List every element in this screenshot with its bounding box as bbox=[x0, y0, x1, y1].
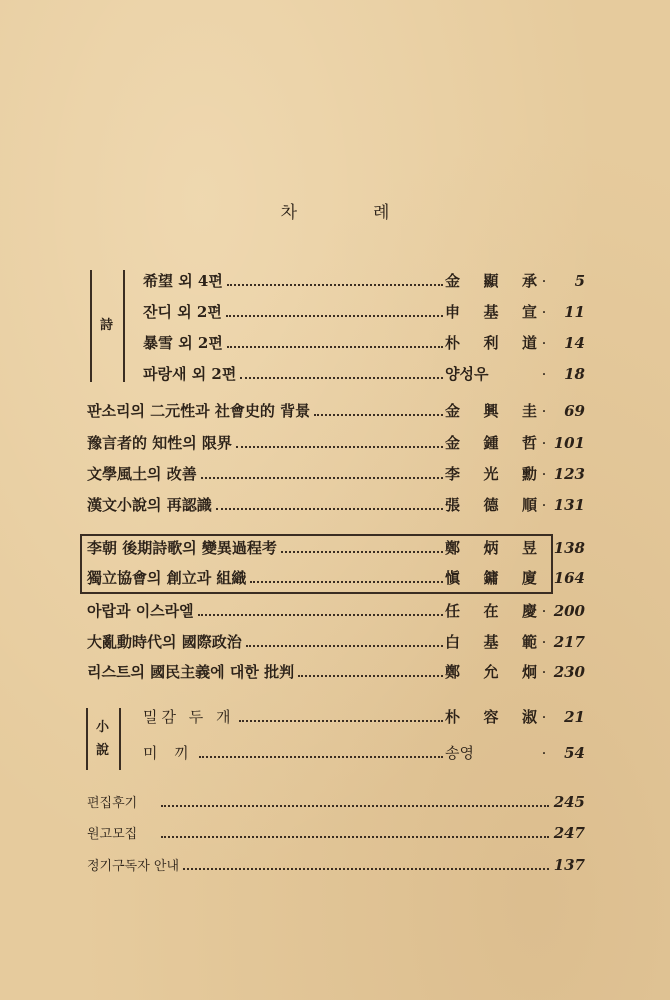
leader-dots bbox=[216, 508, 443, 510]
entry-page: 131 bbox=[553, 496, 585, 514]
entry-page: 54 bbox=[564, 744, 585, 762]
leader-dots bbox=[227, 284, 443, 286]
entry-title: 리스트의 國民主義에 대한 批判 bbox=[87, 663, 295, 681]
leader-dots bbox=[240, 377, 443, 379]
leader-dots bbox=[201, 477, 443, 479]
toc-entry[interactable] bbox=[143, 270, 585, 292]
leader-dots bbox=[227, 346, 443, 348]
separator: · bbox=[541, 633, 547, 651]
box-top-border bbox=[80, 534, 553, 536]
entry-page: 14 bbox=[564, 334, 585, 352]
toc-entry[interactable] bbox=[143, 742, 585, 764]
entry-title: 獨立協會의 創立과 組織 bbox=[87, 569, 247, 587]
box-bottom-border bbox=[80, 592, 553, 594]
leader-dots bbox=[250, 581, 443, 583]
separator: · bbox=[541, 402, 547, 420]
fiction-bracket-left bbox=[86, 708, 88, 770]
toc-entry[interactable] bbox=[87, 823, 585, 845]
separator: · bbox=[541, 303, 547, 321]
entry-page: 200 bbox=[553, 602, 585, 620]
entry-page: 21 bbox=[564, 708, 585, 726]
leader-dots bbox=[199, 756, 443, 758]
toc-entry[interactable] bbox=[87, 855, 585, 877]
entry-title: 정기구독자 안내 bbox=[87, 859, 180, 874]
page-title bbox=[0, 198, 670, 223]
toc-entry[interactable] bbox=[143, 301, 585, 323]
entry-title: 파랑새 외 2편 bbox=[143, 365, 237, 383]
toc-entry[interactable] bbox=[87, 600, 585, 622]
entry-author: 愼鏞廈 bbox=[445, 569, 537, 587]
entry-page: 11 bbox=[564, 303, 585, 321]
entry-title: 豫言者的 知性의 限界 bbox=[87, 434, 232, 452]
toc-entry[interactable] bbox=[87, 537, 585, 559]
entry-title: 잔디 외 2편 bbox=[143, 303, 222, 321]
separator: · bbox=[541, 708, 547, 726]
toc-entry[interactable] bbox=[143, 363, 585, 385]
entry-page: 5 bbox=[574, 272, 585, 290]
leader-dots bbox=[226, 315, 443, 317]
leader-dots bbox=[314, 414, 443, 416]
entry-title: 大亂動時代의 國際政治 bbox=[87, 633, 242, 651]
leader-dots bbox=[236, 446, 443, 448]
toc-entry[interactable] bbox=[87, 494, 585, 516]
separator: · bbox=[541, 272, 547, 290]
separator: · bbox=[541, 465, 547, 483]
separator: · bbox=[541, 663, 547, 681]
entry-author: 金顯承 bbox=[445, 272, 537, 290]
entry-title: 원고모집 bbox=[87, 827, 138, 842]
toc-entry[interactable] bbox=[87, 631, 585, 653]
toc-entry[interactable] bbox=[87, 792, 585, 814]
entry-author: 金鍾哲 bbox=[445, 434, 537, 452]
entry-author: 朴利道 bbox=[445, 334, 537, 352]
entry-page: 123 bbox=[553, 465, 585, 483]
leader-dots bbox=[246, 645, 443, 647]
separator: · bbox=[541, 496, 547, 514]
entry-author: 申基宣 bbox=[445, 303, 537, 321]
toc-entry[interactable] bbox=[87, 400, 585, 422]
leader-dots bbox=[161, 836, 549, 838]
fiction-bracket-right bbox=[119, 708, 121, 770]
leader-dots bbox=[161, 805, 549, 807]
entry-page: 137 bbox=[553, 856, 585, 874]
fiction-label-2: 說 bbox=[96, 743, 110, 758]
entry-page: 230 bbox=[553, 663, 585, 681]
entry-page: 138 bbox=[553, 539, 585, 557]
entry-author: 白基範 bbox=[445, 633, 537, 651]
separator: · bbox=[541, 334, 547, 352]
entry-page: 217 bbox=[553, 633, 585, 651]
toc-entry[interactable] bbox=[143, 332, 585, 354]
entry-author: 任在慶 bbox=[445, 602, 537, 620]
leader-dots bbox=[239, 720, 444, 722]
entry-title: 판소리의 二元性과 社會史的 背景 bbox=[87, 402, 311, 420]
entry-author: 鄭炳昱 bbox=[445, 539, 537, 557]
leader-dots bbox=[298, 675, 443, 677]
entry-page: 69 bbox=[564, 402, 585, 420]
entry-title: 暴雪 외 2편 bbox=[143, 334, 223, 352]
fiction-label-1: 小 bbox=[96, 720, 110, 735]
entry-author: 李光勳 bbox=[445, 465, 537, 483]
entry-page: 245 bbox=[553, 793, 585, 811]
title-char: 례 bbox=[373, 203, 390, 223]
entry-page: 18 bbox=[564, 365, 585, 383]
leader-dots bbox=[281, 551, 443, 553]
entry-author: 양성우 bbox=[445, 365, 489, 383]
entry-author: 鄭允炯 bbox=[445, 663, 537, 681]
entry-author: 張德順 bbox=[445, 496, 537, 514]
entry-title: 李朝 後期詩歌의 變異過程考 bbox=[87, 539, 277, 557]
entry-author: 朴容淑 bbox=[445, 708, 537, 726]
entry-page: 101 bbox=[553, 434, 585, 452]
entry-author: 金興圭 bbox=[445, 402, 537, 420]
entry-title: 밀감 두 개 bbox=[143, 708, 235, 726]
separator: · bbox=[541, 365, 547, 383]
entry-title: 希望 외 4편 bbox=[143, 272, 223, 290]
separator: · bbox=[541, 602, 547, 620]
entry-page: 247 bbox=[553, 824, 585, 842]
entry-page: 164 bbox=[553, 569, 585, 587]
poetry-label: 詩 bbox=[100, 318, 114, 333]
box-left-border bbox=[80, 534, 82, 594]
entry-title: 미 끼 bbox=[143, 744, 195, 762]
entry-title: 文學風土의 改善 bbox=[87, 465, 197, 483]
entry-title: 漢文小說의 再認識 bbox=[87, 496, 212, 514]
toc-entry[interactable] bbox=[87, 567, 585, 589]
toc-entry[interactable] bbox=[87, 432, 585, 454]
entry-title: 아랍과 이스라엘 bbox=[87, 602, 194, 620]
leader-dots bbox=[198, 614, 443, 616]
toc-entry[interactable] bbox=[87, 661, 585, 683]
leader-dots bbox=[183, 868, 549, 870]
poetry-bracket-left bbox=[90, 270, 92, 382]
separator: · bbox=[541, 744, 547, 762]
poetry-bracket-right bbox=[123, 270, 125, 382]
toc-entry[interactable] bbox=[87, 463, 585, 485]
toc-entry[interactable] bbox=[143, 706, 585, 728]
separator: · bbox=[541, 434, 547, 452]
title-char: 차 bbox=[280, 203, 297, 223]
entry-title: 편집후기 bbox=[87, 796, 138, 811]
entry-author: 송영 bbox=[445, 744, 474, 762]
